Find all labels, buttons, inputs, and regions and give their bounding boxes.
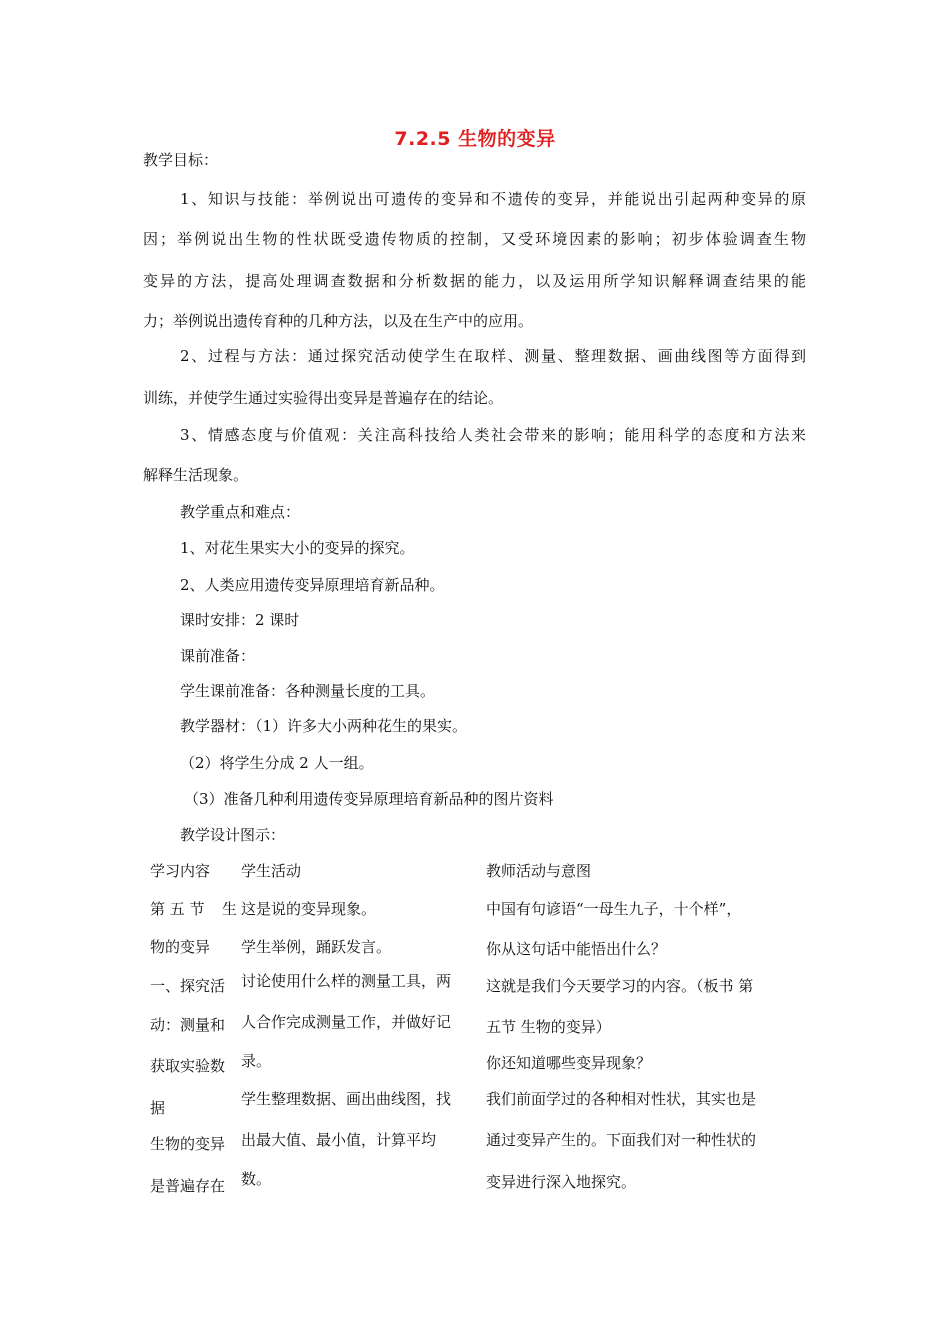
objective-1-line-2: 因；举例说出生物的性状既受遗传物质的控制，又受环境因素的影响；初步体验调查生物: [143, 230, 806, 248]
materials-3: （3）准备几种利用遗传变异原理培育新品种的图片资料: [184, 790, 554, 808]
objective-1-line-4: 力；举例说出遗传育种的几种方法，以及在生产中的应用。: [143, 312, 534, 330]
objective-3-line-2: 解释生活现象。: [143, 466, 249, 484]
key-point-1: 1、对花生果实大小的变异的探究。: [180, 539, 415, 557]
table-cell-student: 出最大值、最小值，计算平均: [241, 1131, 437, 1149]
table-header-student: 学生活动: [241, 862, 302, 880]
materials-2: （2）将学生分成 2 人一组。: [180, 754, 374, 772]
table-cell-teacher: 这就是我们今天要学习的内容。（板书 第: [486, 977, 754, 995]
table-cell-student: 人合作完成测量工作，并做好记: [241, 1013, 452, 1031]
objective-1-line-1: 1、知识与技能：举例说出可遗传的变异和不遗传的变异，并能说出引起两种变异的原: [180, 190, 806, 208]
table-cell-content: 生物的变异: [150, 1135, 226, 1153]
table-cell-teacher: 你从这句话中能悟出什么？: [486, 940, 667, 958]
table-cell-student: 学生整理数据、画出曲线图，找: [241, 1090, 452, 1108]
table-cell-teacher: 变异进行深入地探究。: [486, 1173, 637, 1191]
materials-1: 教学器材：（1）许多大小两种花生的果实。: [180, 717, 468, 735]
table-cell-teacher: 你还知道哪些变异现象？: [486, 1054, 652, 1072]
table-cell-teacher: 中国有句谚语“一母生九子，十个样”，: [486, 900, 742, 918]
table-cell-content: 据: [150, 1099, 166, 1117]
objective-1-line-3: 变异的方法，提高处理调查数据和分析数据的能力，以及运用所学知识解释调查结果的能: [143, 272, 806, 290]
objective-2-line-1: 2、过程与方法：通过探究活动使学生在取样、测量、整理数据、画曲线图等方面得到: [180, 347, 806, 365]
table-header-content: 学习内容: [150, 862, 211, 880]
schedule: 课时安排：2 课时: [180, 611, 300, 629]
table-header-teacher: 教师活动与意图: [486, 862, 592, 880]
table-cell-content: 第 五 节: [150, 900, 205, 918]
table-cell-content: 是普遍存在: [150, 1177, 226, 1195]
table-cell-student: 学生举例，踊跃发言。: [241, 938, 392, 956]
table-cell-student: 这是说的变异现象。: [241, 900, 377, 918]
table-cell-teacher: 我们前面学过的各种相对性状，其实也是: [486, 1090, 757, 1108]
table-cell-student: 数。: [241, 1170, 272, 1188]
table-cell-content: 物的变异: [150, 938, 211, 956]
design-heading: 教学设计图示：: [180, 826, 286, 844]
key-points-heading: 教学重点和难点：: [180, 503, 301, 521]
table-cell-content: 获取实验数: [150, 1057, 226, 1075]
page-title: 7.2.5 生物的变异: [394, 128, 556, 150]
objective-2-line-2: 训练，并使学生通过实验得出变异是普遍存在的结论。: [143, 389, 504, 407]
prep-heading: 课前准备：: [180, 647, 256, 665]
table-cell-teacher: 五节 生物的变异）: [486, 1018, 611, 1036]
table-cell-content: 动：测量和: [150, 1016, 226, 1034]
table-cell-student: 讨论使用什么样的测量工具，两: [241, 972, 452, 990]
objectives-heading: 教学目标：: [143, 151, 219, 169]
student-prep: 学生课前准备：各种测量长度的工具。: [180, 682, 436, 700]
table-cell-teacher: 通过变异产生的。下面我们对一种性状的: [486, 1131, 757, 1149]
table-cell-content: 生: [222, 900, 238, 918]
objective-3-line-1: 3、情感态度与价值观：关注高科技给人类社会带来的影响；能用科学的态度和方法来: [180, 426, 806, 444]
table-cell-student: 录。: [241, 1052, 272, 1070]
table-cell-content: 一、探究活: [150, 977, 226, 995]
key-point-2: 2、人类应用遗传变异原理培育新品种。: [180, 576, 445, 594]
